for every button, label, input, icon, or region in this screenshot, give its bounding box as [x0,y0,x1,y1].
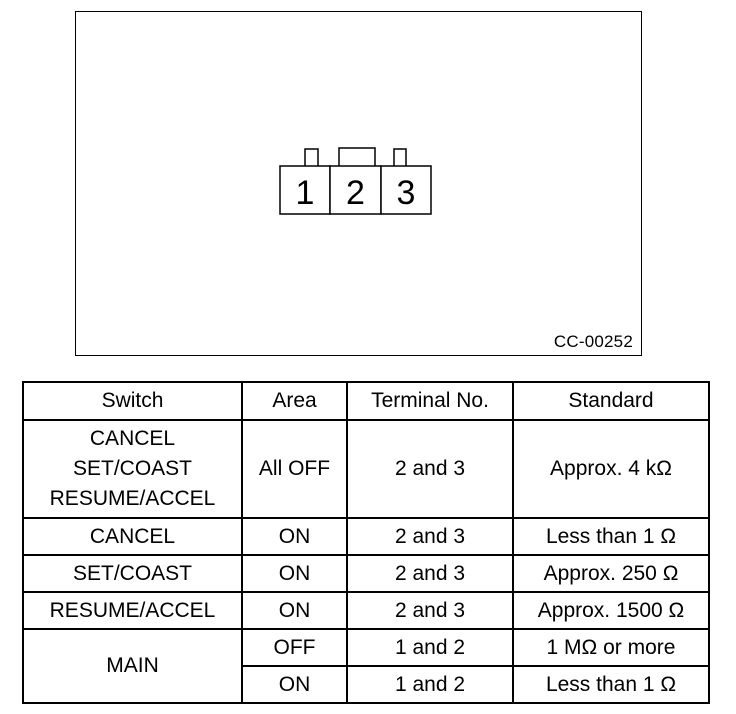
table-row [23,420,709,518]
area-cell: All OFF [242,420,347,518]
terminal-label-2: 2 [346,174,365,212]
connector-tab-left [305,149,318,166]
switch-name: CANCEL [89,427,176,450]
terminal-label-3: 3 [396,174,416,212]
standard-cell: Less than 1 Ω [513,518,709,555]
terminal-cell: 1 and 2 [347,666,513,703]
area-cell: ON [242,666,347,703]
standard-cell: Approx. 4 kΩ [513,420,709,518]
area-cell: ON [242,592,347,629]
connector-tab-right [394,149,406,166]
terminal-label-1: 1 [295,174,315,212]
switch-cell: SET/COAST [23,555,242,592]
table-row [23,555,709,592]
table-header-row [23,382,709,420]
header-switch: Switch [23,382,242,420]
table-row [23,592,709,629]
terminal-cell: 2 and 3 [347,555,513,592]
resistance-spec-table [22,381,710,704]
table-row [23,629,709,666]
standard-cell: 1 MΩ or more [513,629,709,666]
terminal-cell: 2 and 3 [347,592,513,629]
switch-cell: CANCEL [23,518,242,555]
connector-figure [75,11,642,356]
terminal-cell: 2 and 3 [347,420,513,518]
table-row [23,518,709,555]
area-cell: ON [242,518,347,555]
header-area: Area [242,382,347,420]
connector-diagram [76,12,641,355]
switch-name: SET/COAST [72,457,193,480]
connector-tab-center [339,148,375,166]
terminal-cell: 2 and 3 [347,518,513,555]
switch-cell: MAIN [23,629,242,703]
standard-cell: Less than 1 Ω [513,666,709,703]
header-terminal-no: Terminal No. [347,382,513,420]
switch-cell [23,420,242,518]
standard-cell: Approx. 1500 Ω [513,592,709,629]
area-cell: OFF [242,629,347,666]
switch-cell: RESUME/ACCEL [23,592,242,629]
header-standard: Standard [513,382,709,420]
figure-code: CC-00252 [553,332,633,351]
switch-name: RESUME/ACCEL [49,487,216,510]
terminal-cell: 1 and 2 [347,629,513,666]
area-cell: ON [242,555,347,592]
standard-cell: Approx. 250 Ω [513,555,709,592]
